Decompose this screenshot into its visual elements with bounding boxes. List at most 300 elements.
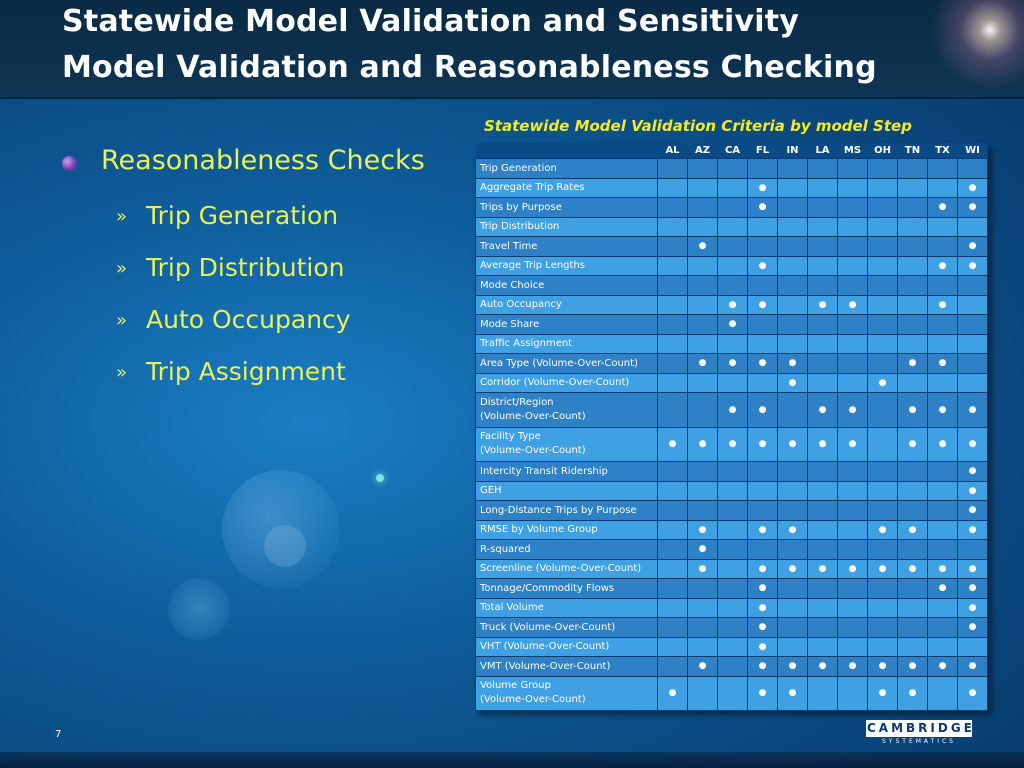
criteria-dot-cell: ●	[808, 559, 838, 579]
empty-cell	[868, 618, 898, 638]
criteria-dot-cell: ●	[748, 520, 778, 540]
empty-cell	[928, 618, 958, 638]
empty-cell	[838, 481, 868, 501]
sub-bullet-marker: »	[116, 310, 128, 331]
empty-cell	[838, 237, 868, 257]
empty-cell	[658, 598, 688, 618]
logo-sub-text: SYSTEMATICS	[882, 738, 956, 745]
criteria-dot-cell: ●	[748, 198, 778, 218]
criteria-dot-cell: ●	[958, 520, 988, 540]
table-row	[476, 373, 988, 393]
table-row	[476, 315, 988, 335]
empty-cell	[868, 540, 898, 560]
sub-bullet-text: Auto Occupancy	[146, 305, 351, 334]
criteria-label-cell	[476, 315, 658, 335]
empty-cell	[838, 501, 868, 521]
criteria-dot-cell: ●	[748, 393, 778, 428]
empty-cell	[688, 598, 718, 618]
empty-cell	[688, 462, 718, 482]
empty-cell	[688, 481, 718, 501]
empty-cell	[658, 237, 688, 257]
state-column-header: AL	[658, 143, 688, 159]
criteria-dot-cell: ●	[778, 520, 808, 540]
empty-cell	[868, 295, 898, 315]
criteria-dot-cell: ●	[748, 256, 778, 276]
empty-cell	[928, 334, 958, 354]
empty-cell	[718, 237, 748, 257]
criteria-label: Tonnage/Commodity Flows	[480, 582, 615, 594]
criteria-table-container	[475, 143, 988, 711]
criteria-dot-cell: ●	[898, 354, 928, 374]
empty-cell	[838, 618, 868, 638]
criteria-dot-cell: ●	[718, 393, 748, 428]
empty-cell	[658, 295, 688, 315]
criteria-dot-cell: ●	[928, 579, 958, 599]
empty-cell	[898, 637, 928, 657]
sub-bullet	[116, 357, 346, 386]
empty-cell	[778, 481, 808, 501]
empty-cell	[718, 198, 748, 218]
empty-cell	[658, 315, 688, 335]
criteria-dot-cell: ●	[898, 393, 928, 428]
empty-cell	[658, 559, 688, 579]
criteria-dot-cell: ●	[778, 676, 808, 711]
table-row	[476, 618, 988, 638]
criteria-label-line2: (Volume-Over-Count)	[480, 694, 586, 706]
empty-cell	[928, 217, 958, 237]
empty-cell	[748, 373, 778, 393]
empty-cell	[838, 198, 868, 218]
empty-cell	[748, 159, 778, 179]
cambridge-systematics-logo	[866, 720, 975, 745]
state-column-header: OH	[868, 143, 898, 159]
criteria-dot-cell: ●	[838, 657, 868, 677]
empty-cell	[898, 540, 928, 560]
criteria-dot-cell: ●	[838, 427, 868, 462]
sub-bullet-marker: »	[116, 362, 128, 383]
empty-cell	[778, 159, 808, 179]
empty-cell	[958, 637, 988, 657]
table-row	[476, 520, 988, 540]
criteria-label-cell	[476, 295, 658, 315]
criteria-dot-cell: ●	[958, 256, 988, 276]
empty-cell	[808, 178, 838, 198]
empty-cell	[808, 579, 838, 599]
empty-cell	[808, 618, 838, 638]
empty-cell	[928, 373, 958, 393]
empty-cell	[778, 237, 808, 257]
empty-cell	[838, 334, 868, 354]
slide-title-line2: Model Validation and Reasonableness Checking	[62, 50, 877, 85]
criteria-dot-cell: ●	[898, 559, 928, 579]
table-title: Statewide Model Validation Criteria by model Step	[484, 117, 912, 135]
criteria-dot-cell: ●	[958, 178, 988, 198]
criteria-dot-cell: ●	[748, 618, 778, 638]
empty-cell	[658, 276, 688, 296]
empty-cell	[898, 598, 928, 618]
empty-cell	[868, 427, 898, 462]
empty-cell	[718, 159, 748, 179]
empty-cell	[778, 637, 808, 657]
table-row	[476, 237, 988, 257]
criteria-dot-cell: ●	[748, 579, 778, 599]
bullet-main: Reasonableness Checks	[101, 145, 425, 176]
empty-cell	[868, 276, 898, 296]
empty-cell	[718, 256, 748, 276]
criteria-dot-cell: ●	[778, 657, 808, 677]
criteria-label: Average Trip Lengths	[480, 260, 585, 272]
empty-cell	[778, 276, 808, 296]
sub-bullet-text: Trip Distribution	[146, 253, 345, 282]
empty-cell	[808, 481, 838, 501]
empty-cell	[658, 178, 688, 198]
criteria-dot-cell: ●	[718, 295, 748, 315]
criteria-dot-cell: ●	[688, 657, 718, 677]
empty-cell	[898, 501, 928, 521]
empty-cell	[898, 295, 928, 315]
criteria-dot-cell: ●	[958, 618, 988, 638]
criteria-label-cell	[476, 237, 658, 257]
empty-cell	[868, 237, 898, 257]
logo-main-text: CAMBRIDGE	[867, 721, 975, 735]
empty-cell	[718, 637, 748, 657]
empty-cell	[748, 540, 778, 560]
empty-cell	[658, 657, 688, 677]
criteria-dot-cell: ●	[718, 354, 748, 374]
title-bar	[0, 0, 1024, 99]
empty-cell	[778, 579, 808, 599]
empty-cell	[688, 334, 718, 354]
table-row	[476, 393, 988, 428]
empty-cell	[658, 520, 688, 540]
criteria-dot-cell: ●	[958, 598, 988, 618]
empty-cell	[898, 237, 928, 257]
state-column-header: TX	[928, 143, 958, 159]
empty-cell	[838, 637, 868, 657]
criteria-dot-cell: ●	[928, 657, 958, 677]
criteria-label-cell	[476, 637, 658, 657]
empty-cell	[868, 598, 898, 618]
empty-cell	[868, 334, 898, 354]
empty-cell	[898, 462, 928, 482]
criteria-dot-cell: ●	[778, 354, 808, 374]
empty-cell	[718, 520, 748, 540]
criteria-label-line2: (Volume-Over-Count)	[480, 410, 586, 422]
empty-cell	[928, 315, 958, 335]
empty-cell	[928, 462, 958, 482]
criteria-label-cell	[476, 540, 658, 560]
criteria-table	[475, 143, 988, 711]
criteria-dot-cell: ●	[958, 427, 988, 462]
empty-cell	[658, 393, 688, 428]
empty-cell	[688, 178, 718, 198]
criteria-label-cell	[476, 159, 658, 179]
bubble-decoration	[168, 578, 230, 640]
state-column-header: LA	[808, 143, 838, 159]
table-row	[476, 462, 988, 482]
empty-cell	[838, 217, 868, 237]
empty-cell	[868, 637, 898, 657]
empty-cell	[958, 159, 988, 179]
empty-cell	[658, 481, 688, 501]
empty-cell	[778, 295, 808, 315]
criteria-dot-cell: ●	[688, 520, 718, 540]
empty-cell	[808, 540, 838, 560]
criteria-dot-cell: ●	[748, 295, 778, 315]
table-row	[476, 256, 988, 276]
criteria-label-cell	[476, 217, 658, 237]
criteria-label-cell	[476, 520, 658, 540]
criteria-label-cell	[476, 198, 658, 218]
criteria-label-cell	[476, 481, 658, 501]
empty-cell	[838, 315, 868, 335]
empty-cell	[808, 676, 838, 711]
empty-cell	[688, 256, 718, 276]
criteria-dot-cell: ●	[898, 676, 928, 711]
sub-bullet	[116, 253, 345, 282]
criteria-dot-cell: ●	[718, 315, 748, 335]
table-row	[476, 295, 988, 315]
criteria-dot-cell: ●	[778, 373, 808, 393]
empty-cell	[718, 276, 748, 296]
criteria-label-cell	[476, 178, 658, 198]
empty-cell	[838, 520, 868, 540]
criteria-dot-cell: ●	[898, 520, 928, 540]
criteria-label: VMT (Volume-Over-Count)	[480, 660, 611, 672]
empty-cell	[868, 481, 898, 501]
empty-cell	[868, 256, 898, 276]
empty-cell	[928, 540, 958, 560]
criteria-label-cell	[476, 462, 658, 482]
state-column-header: FL	[748, 143, 778, 159]
criteria-label: Mode Choice	[480, 279, 545, 291]
criteria-label-cell	[476, 559, 658, 579]
empty-cell	[658, 373, 688, 393]
empty-cell	[748, 315, 778, 335]
table-row	[476, 657, 988, 677]
state-column-header: MS	[838, 143, 868, 159]
empty-cell	[778, 198, 808, 218]
page-number: 7	[55, 729, 62, 740]
empty-cell	[958, 540, 988, 560]
empty-cell	[898, 315, 928, 335]
empty-cell	[808, 373, 838, 393]
empty-cell	[898, 159, 928, 179]
empty-cell	[838, 676, 868, 711]
criteria-label-cell	[476, 618, 658, 638]
empty-cell	[688, 579, 718, 599]
criteria-label: District/Region	[480, 396, 554, 408]
criteria-dot-cell: ●	[688, 354, 718, 374]
criteria-label: Area Type (Volume-Over-Count)	[480, 357, 638, 369]
empty-cell	[778, 462, 808, 482]
criteria-dot-cell: ●	[838, 295, 868, 315]
empty-cell	[898, 334, 928, 354]
criteria-dot-cell: ●	[688, 237, 718, 257]
state-column-header: AZ	[688, 143, 718, 159]
empty-cell	[718, 579, 748, 599]
empty-cell	[718, 676, 748, 711]
empty-cell	[688, 393, 718, 428]
state-column-header: CA	[718, 143, 748, 159]
empty-cell	[778, 256, 808, 276]
slide-title-line1: Statewide Model Validation and Sensitivity	[62, 4, 800, 39]
empty-cell	[838, 354, 868, 374]
criteria-dot-cell: ●	[928, 559, 958, 579]
criteria-dot-cell: ●	[808, 393, 838, 428]
empty-cell	[688, 676, 718, 711]
criteria-dot-cell: ●	[958, 481, 988, 501]
empty-cell	[868, 354, 898, 374]
empty-cell	[808, 637, 838, 657]
criteria-label: Travel Time	[480, 240, 538, 252]
empty-cell	[778, 315, 808, 335]
empty-cell	[778, 618, 808, 638]
criteria-dot-cell: ●	[778, 559, 808, 579]
empty-cell	[688, 618, 718, 638]
sparkle-decoration	[376, 474, 384, 482]
bottom-band	[0, 752, 1024, 768]
criteria-dot-cell: ●	[688, 427, 718, 462]
table-row	[476, 178, 988, 198]
empty-cell	[958, 276, 988, 296]
empty-cell	[718, 559, 748, 579]
empty-cell	[688, 159, 718, 179]
empty-cell	[958, 315, 988, 335]
empty-cell	[718, 462, 748, 482]
empty-cell	[838, 256, 868, 276]
criteria-label-cell	[476, 676, 658, 711]
table-row	[476, 501, 988, 521]
empty-cell	[868, 315, 898, 335]
criteria-dot-cell: ●	[748, 598, 778, 618]
empty-cell	[718, 657, 748, 677]
empty-cell	[688, 373, 718, 393]
criteria-dot-cell: ●	[748, 178, 778, 198]
empty-cell	[808, 334, 838, 354]
criteria-dot-cell: ●	[928, 393, 958, 428]
empty-cell	[808, 217, 838, 237]
criteria-dot-cell: ●	[928, 354, 958, 374]
empty-cell	[778, 598, 808, 618]
empty-cell	[808, 520, 838, 540]
empty-cell	[868, 178, 898, 198]
criteria-label: Volume Group	[480, 680, 551, 692]
table-row	[476, 354, 988, 374]
empty-cell	[688, 637, 718, 657]
criteria-label: Traffic Assignment	[480, 338, 573, 350]
empty-cell	[958, 354, 988, 374]
criteria-dot-cell: ●	[748, 657, 778, 677]
sub-bullet-text: Trip Generation	[146, 201, 339, 230]
empty-cell	[808, 159, 838, 179]
bullet-orb-icon	[62, 156, 77, 171]
empty-cell	[898, 276, 928, 296]
criteria-label: R-squared	[480, 543, 531, 555]
empty-cell	[868, 579, 898, 599]
criteria-label: VHT (Volume-Over-Count)	[480, 641, 610, 653]
empty-cell	[688, 315, 718, 335]
empty-cell	[688, 198, 718, 218]
empty-cell	[898, 481, 928, 501]
criteria-label: Truck (Volume-Over-Count)	[480, 621, 616, 633]
empty-cell	[868, 462, 898, 482]
empty-cell	[718, 217, 748, 237]
criteria-label-cell	[476, 393, 658, 428]
empty-cell	[928, 276, 958, 296]
empty-cell	[928, 520, 958, 540]
criteria-dot-cell: ●	[868, 373, 898, 393]
state-column-header: TN	[898, 143, 928, 159]
empty-cell	[778, 217, 808, 237]
empty-cell	[838, 579, 868, 599]
criteria-dot-cell: ●	[718, 427, 748, 462]
empty-cell	[808, 354, 838, 374]
criteria-label: Long-Distance Trips by Purpose	[480, 504, 637, 516]
empty-cell	[808, 237, 838, 257]
empty-cell	[688, 276, 718, 296]
criteria-dot-cell: ●	[838, 559, 868, 579]
table-row	[476, 540, 988, 560]
empty-cell	[808, 315, 838, 335]
empty-cell	[718, 178, 748, 198]
criteria-label: Mode Share	[480, 318, 540, 330]
empty-cell	[898, 198, 928, 218]
criteria-dot-cell: ●	[928, 295, 958, 315]
empty-cell	[928, 481, 958, 501]
empty-cell	[718, 598, 748, 618]
criteria-dot-cell: ●	[748, 427, 778, 462]
criteria-dot-cell: ●	[928, 256, 958, 276]
empty-cell	[928, 159, 958, 179]
empty-cell	[748, 276, 778, 296]
criteria-label: Screenline (Volume-Over-Count)	[480, 563, 642, 575]
criteria-label: Trip Distribution	[480, 221, 560, 233]
empty-cell	[838, 159, 868, 179]
empty-cell	[898, 178, 928, 198]
table-row	[476, 579, 988, 599]
empty-cell	[658, 334, 688, 354]
empty-cell	[718, 501, 748, 521]
empty-cell	[928, 676, 958, 711]
criteria-dot-cell: ●	[928, 198, 958, 218]
empty-cell	[778, 334, 808, 354]
criteria-dot-cell: ●	[928, 427, 958, 462]
empty-cell	[658, 540, 688, 560]
criteria-dot-cell: ●	[958, 462, 988, 482]
empty-cell	[808, 198, 838, 218]
criteria-label-cell	[476, 256, 658, 276]
empty-cell	[808, 256, 838, 276]
criteria-dot-cell: ●	[958, 579, 988, 599]
table-row	[476, 198, 988, 218]
criteria-dot-cell: ●	[658, 676, 688, 711]
empty-cell	[838, 540, 868, 560]
criteria-label-cell	[476, 354, 658, 374]
empty-cell	[868, 217, 898, 237]
state-column-header: IN	[778, 143, 808, 159]
empty-cell	[748, 462, 778, 482]
criteria-dot-cell: ●	[898, 427, 928, 462]
empty-cell	[868, 159, 898, 179]
table-row	[476, 481, 988, 501]
criteria-label: Intercity Transit Ridership	[480, 465, 608, 477]
table-row	[476, 334, 988, 354]
empty-cell	[838, 373, 868, 393]
criteria-label-cell	[476, 427, 658, 462]
table-row	[476, 598, 988, 618]
empty-cell	[898, 618, 928, 638]
